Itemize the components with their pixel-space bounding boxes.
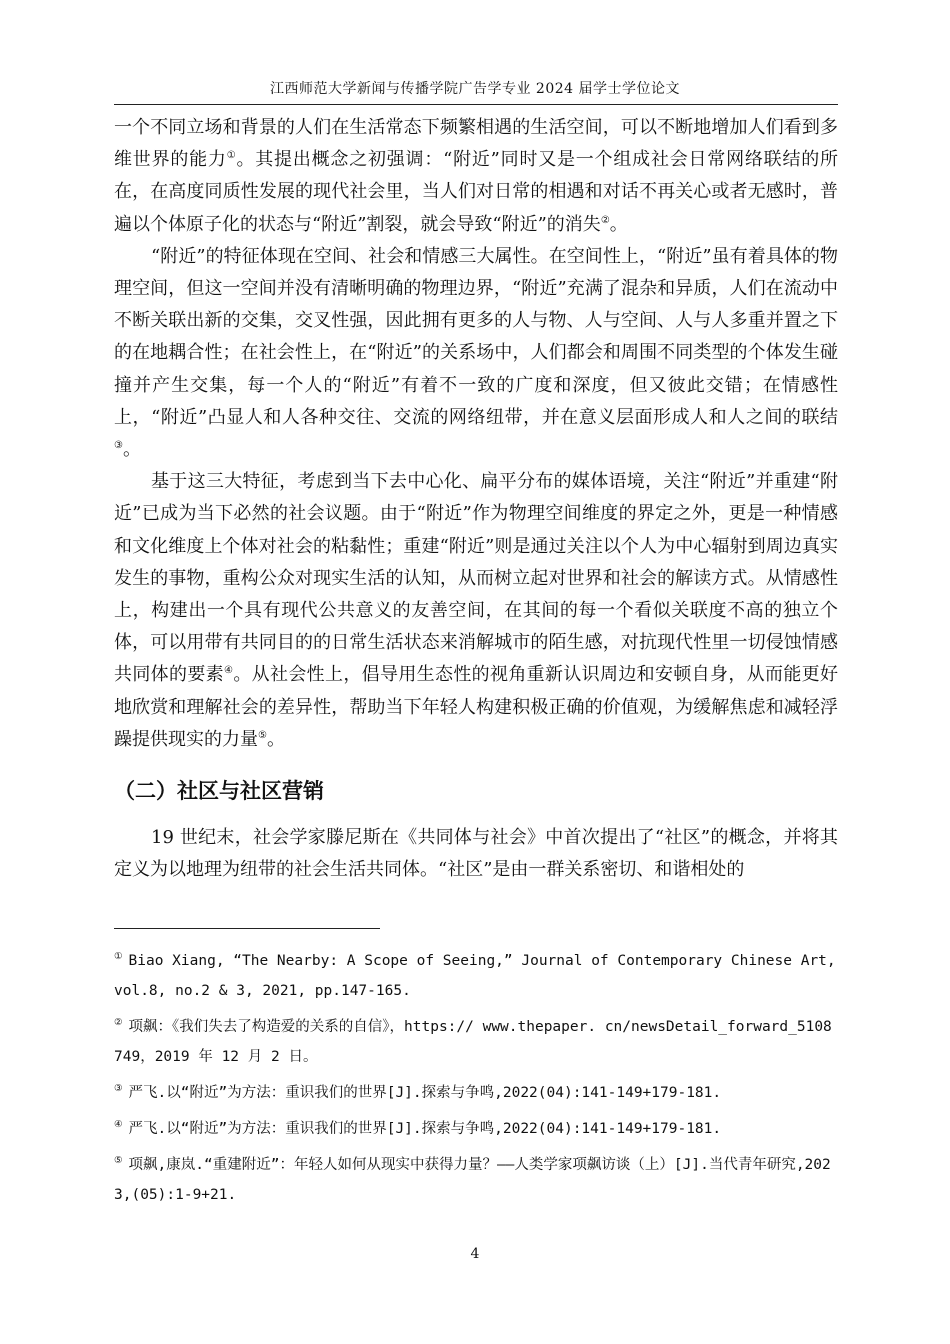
paragraph-1	[114, 112, 838, 241]
footnote-mark-4: ④	[114, 1119, 123, 1130]
paragraph-4: 19 世纪末，社会学家滕尼斯在《共同体与社会》中首次提出了“社区”的概念，并将其定义为以地理为纽带的社会生活共同体。“社区”是由一群关系密切、和谐相处的	[114, 827, 838, 881]
paragraph-3-text-a: 基于这三大特征，考虑到当下去中心化、扁平分布的媒体语境，关注“附近”并重建“附近”已成为当下必然的社会议题。由于“附近”作为物理空间维度的界定之外，更是一种情感和文化维度上个体对社会的粘黏性；重建“附近”则是通过关注以个人为中心辐射到周边真实发生的事物，重构公众对现实生活的认知，从而树立起对世界和社会的解读方式。从情感性上，构建出一个具有现代公共意义的友善空间，在其间的每一个看似关联度不高的独立个体，可以用带有共同目的的日常生活状态来消解城市的陌生感，对抗现代性里一切侵蚀情感共同体的要素	[114, 471, 838, 686]
section-heading: （二）社区与社区营销	[114, 779, 324, 804]
footnote-mark-2: ②	[114, 1017, 123, 1028]
paragraph-1-text-a: 一个不同立场和背景的人们在生活常态下频繁相遇的生活空间，可以不断地增加人们看到多维世界的能力	[114, 117, 838, 171]
footnote-text-4: 严飞.以“附近”为方法：重识我们的世界[J].探索与争鸣,2022(04):141-149+179-181.	[128, 1121, 722, 1137]
paragraph-2-text-b: 。	[122, 439, 141, 461]
paragraph-1-text-b: 。其提出概念之初强调：“附近”同时又是一个组成社会日常网络联结的所在，在高度同质性发展的现代社会里，当人们对日常的相遇和对话不再关心或者无感时，普遍以个体原子化的状态与“附近”割裂，就会导致“附近”的消失	[114, 149, 839, 235]
footnote-5	[114, 1150, 838, 1210]
footnote-ref-4[interactable]: ④	[224, 665, 234, 677]
footnote-mark-5: ⑤	[114, 1155, 123, 1166]
footnote-mark-1: ①	[114, 951, 123, 962]
footnote-3	[114, 1078, 838, 1108]
footnote-text-2: 项飙：《我们失去了构造爱的关系的自信》，https:// www.thepaper. cn/newsDetail_forward_5108749，2019 年 12 月 2 日。	[114, 1019, 832, 1065]
footnote-1	[114, 946, 838, 1006]
paragraph-2	[114, 241, 838, 466]
paragraph-2-text-a: “附近”的特征体现在空间、社会和情感三大属性。在空间性上，“附近”虽有着具体的物理空间，但这一空间并没有清晰明确的物理边界，“附近”充满了混杂和异质，人们在流动中不断关联出新的交集，交叉性强，因此拥有更多的人与物、人与空间、人与人多重并置之下的在地耦合性；在社会性上，在“附近”的关系场中，人们都会和周围不同类型的个体发生碰撞并产生交集，每一个人的“附近”有着不一致的广度和深度，但又彼此交错；在情感性上，“附近”凸显人和人各种交往、交流的网络纽带，并在意义层面形成人和人之间的联结	[114, 245, 838, 428]
running-header: 江西师范大学新闻与传播学院广告学专业 2024 届学士学位论文	[269, 81, 681, 97]
paragraph-1-text-c: 。	[609, 213, 628, 235]
footnote-4	[114, 1114, 838, 1144]
footnote-ref-5[interactable]: ⑤	[258, 729, 267, 741]
footnote-ref-3[interactable]: ③	[114, 440, 123, 452]
footnote-text-3: 严飞.以“附近”为方法：重识我们的世界[J].探索与争鸣,2022(04):141-149+179-181.	[128, 1085, 722, 1101]
footnote-separator	[114, 928, 380, 929]
footnote-text-5: 项飙,康岚.“重建附近”：年轻人如何从现实中获得力量？——人类学家项飙访谈（上）[J].当代青年研究,2023,(05):1-9+21.	[114, 1157, 831, 1203]
page-number: 4	[470, 1246, 480, 1262]
footnote-2	[114, 1012, 838, 1072]
paragraph-3-text-b: 。从社会性上，倡导用生态性的视角重新认识周边和安顿自身，从而能更好地欣赏和理解社会的差异性，帮助当下年轻人构建积极正确的价值观，为缓解焦虑和减轻浮躁提供现实的力量	[114, 664, 839, 750]
main-body	[114, 112, 838, 886]
paragraph-3	[114, 466, 838, 756]
footnote-ref-1[interactable]: ①	[226, 150, 237, 162]
paragraph-3-text-c: 。	[266, 728, 285, 750]
footnote-mark-3: ③	[114, 1083, 123, 1094]
footnotes	[114, 946, 838, 1216]
header-rule	[114, 104, 838, 105]
footnote-text-1: Biao Xiang, “The Nearby: A Scope of Seeing,” Journal of Contemporary Chinese Art, vol.8, no.2 & 3, 2021, pp.147-165.	[114, 953, 836, 999]
footnote-ref-2[interactable]: ②	[600, 214, 610, 226]
